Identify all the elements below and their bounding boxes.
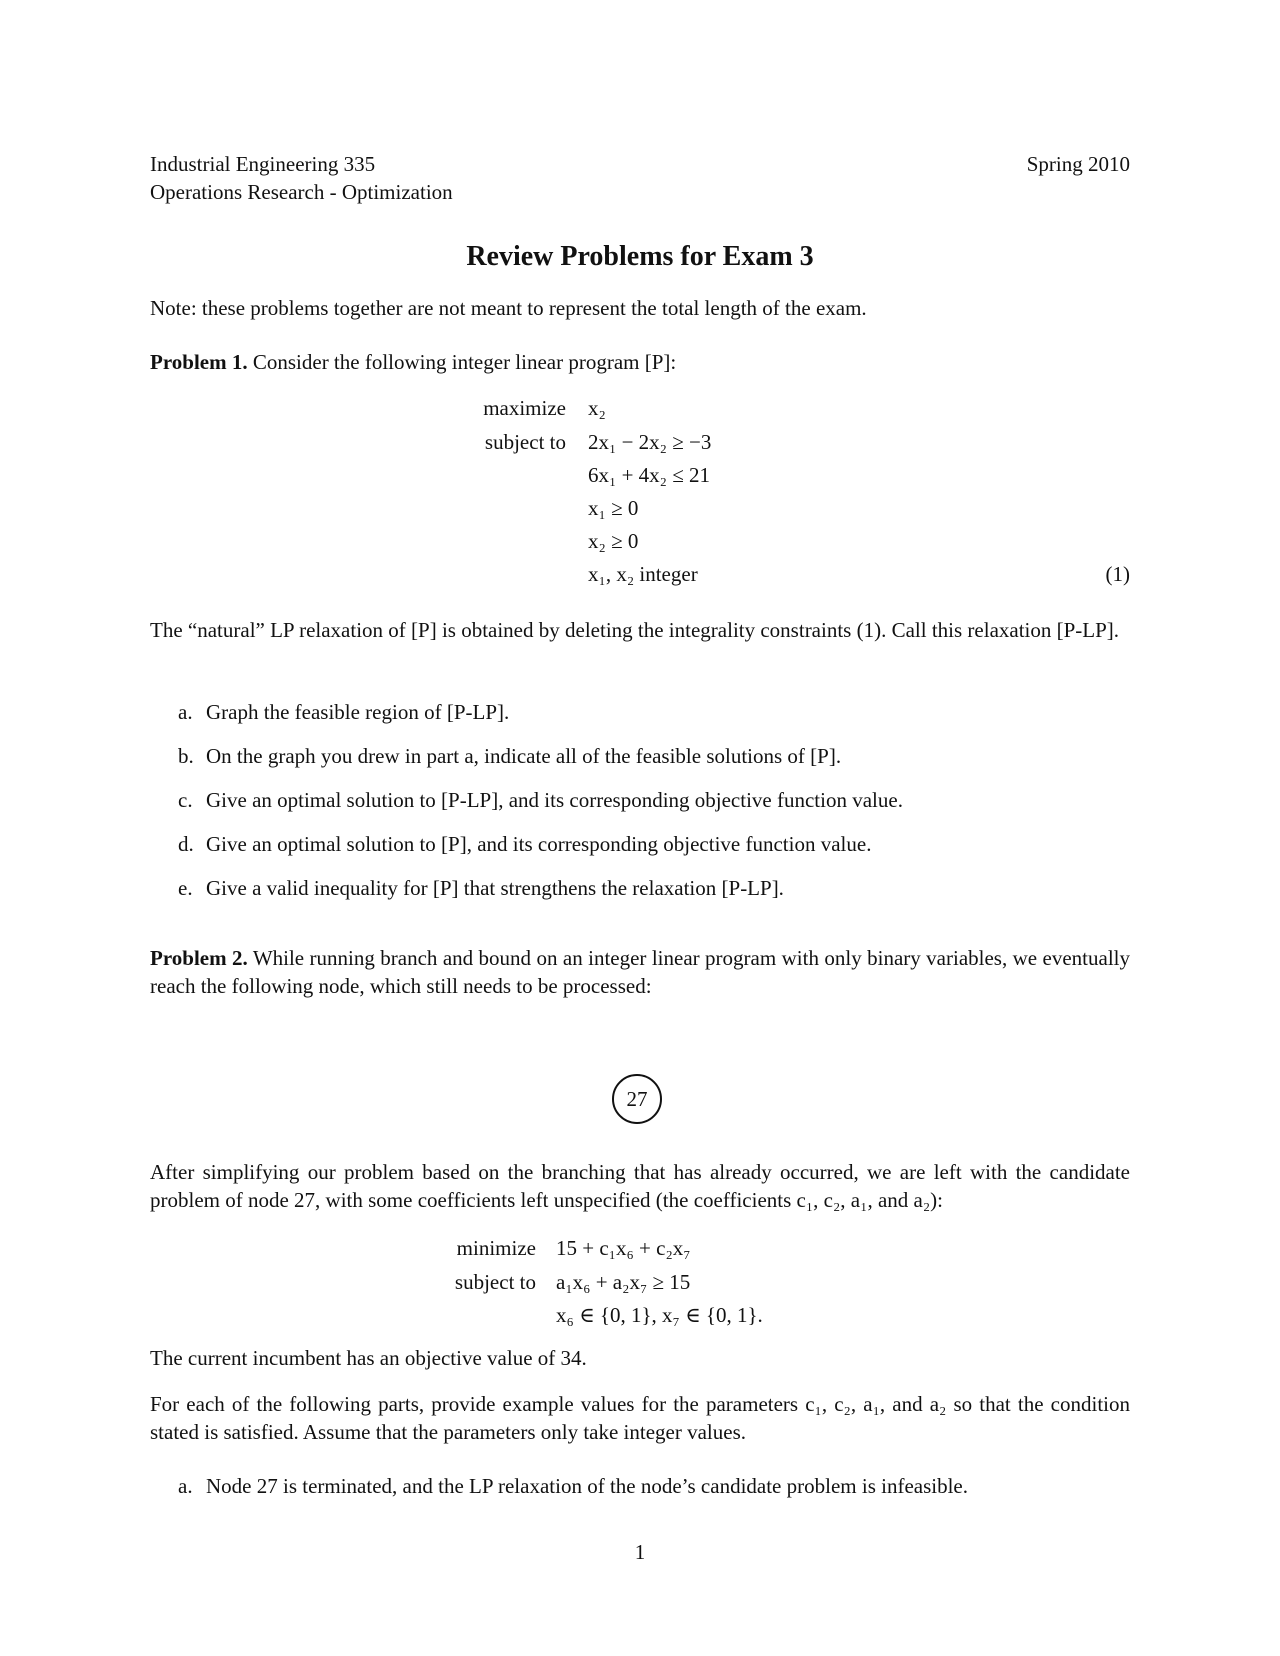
subject-to-keyword: subject to [454, 1270, 536, 1294]
maximize-keyword: maximize [483, 396, 566, 420]
constraint-4: x₂ ≥ 0 [588, 529, 639, 553]
constraint-1: 2x₁ − 2x₂ ≥ −3 [588, 430, 712, 454]
list-item: a. Node 27 is terminated, and the LP relaxation of the node’s candidate problem is infeasible. [178, 1474, 968, 1498]
list-item: a. Graph the feasible region of [P-LP]. [178, 700, 510, 724]
course-title: Industrial Engineering 335 [150, 152, 376, 176]
page-title: Review Problems for Exam 3 [466, 241, 814, 272]
minimize-keyword: minimize [456, 1236, 536, 1260]
instructions-paragraph: For each of the following parts, provide example values for the parameters c₁, c₂, a₁, and a₂ so that the condition stated is satisfied. Assume that the parameters only take integer values. [150, 1392, 1130, 1444]
objective-function: 15 + c₁x₆ + c₂x₇ [556, 1236, 691, 1260]
problem1-intro-text: Consider the following integer linear program [P]: [252, 350, 677, 374]
problem1-lp [480, 394, 1130, 584]
problem2-lp [450, 1234, 950, 1334]
equation-number: (1) [1105, 562, 1130, 586]
constraint-2: 6x₁ + 4x₂ ≤ 21 [588, 463, 711, 487]
problem2-intro [150, 944, 1130, 1000]
problem2-label: Problem 2. [150, 946, 248, 970]
constraint-3: x₁ ≥ 0 [588, 496, 639, 520]
term-label: Spring 2010 [1026, 152, 1130, 176]
candidate-problem-paragraph: After simplifying our problem based on the branching that has already occurred, we are left with the candidate problem of node 27, with some coefficients left unspecified (the coefficients c₁, c₂, a₁, and a₂): [150, 1160, 1130, 1212]
list-item: d. Give an optimal solution to [P], and its corresponding objective function value. [178, 832, 872, 856]
problem1-label: Problem 1. [150, 350, 248, 374]
relaxation-paragraph: The “natural” LP relaxation of [P] is obtained by deleting the integrality constraints (1). Call this relaxation [P-LP]. [150, 618, 1120, 642]
problem1-intro [150, 348, 1130, 376]
problem2-intro-text: While running branch and bound on an integer linear program with only binary variables, we eventually reach the following node, which still needs to be processed: [150, 946, 1130, 998]
document-page [150, 0, 1130, 1656]
list-item: b. On the graph you drew in part a, indicate all of the feasible solutions of [P]. [178, 744, 842, 768]
course-header [150, 150, 453, 206]
integrality-constraint: x₁, x₂ integer [588, 562, 698, 586]
incumbent-statement: The current incumbent has an objective value of 34. [150, 1346, 587, 1370]
problem2-parts [178, 1472, 1130, 1502]
page-number: 1 [634, 1540, 646, 1564]
exam-note: Note: these problems together are not meant to represent the total length of the exam. [150, 296, 867, 320]
list-item: e. Give a valid inequality for [P] that strengthens the relaxation [P-LP]. [178, 876, 784, 900]
objective-function: x₂ [588, 396, 606, 420]
constraint-1: a₁x₆ + a₂x₇ ≥ 15 [556, 1270, 691, 1294]
list-item: c. Give an optimal solution to [P-LP], and its corresponding objective function value. [178, 788, 903, 812]
subject-to-keyword: subject to [484, 430, 566, 454]
problem1-parts [178, 698, 1130, 898]
course-subtitle: Operations Research - Optimization [150, 180, 453, 204]
binary-domain: x₆ ∈ {0, 1}, x₇ ∈ {0, 1}. [556, 1303, 763, 1327]
branch-node-27: 27 [612, 1074, 662, 1124]
